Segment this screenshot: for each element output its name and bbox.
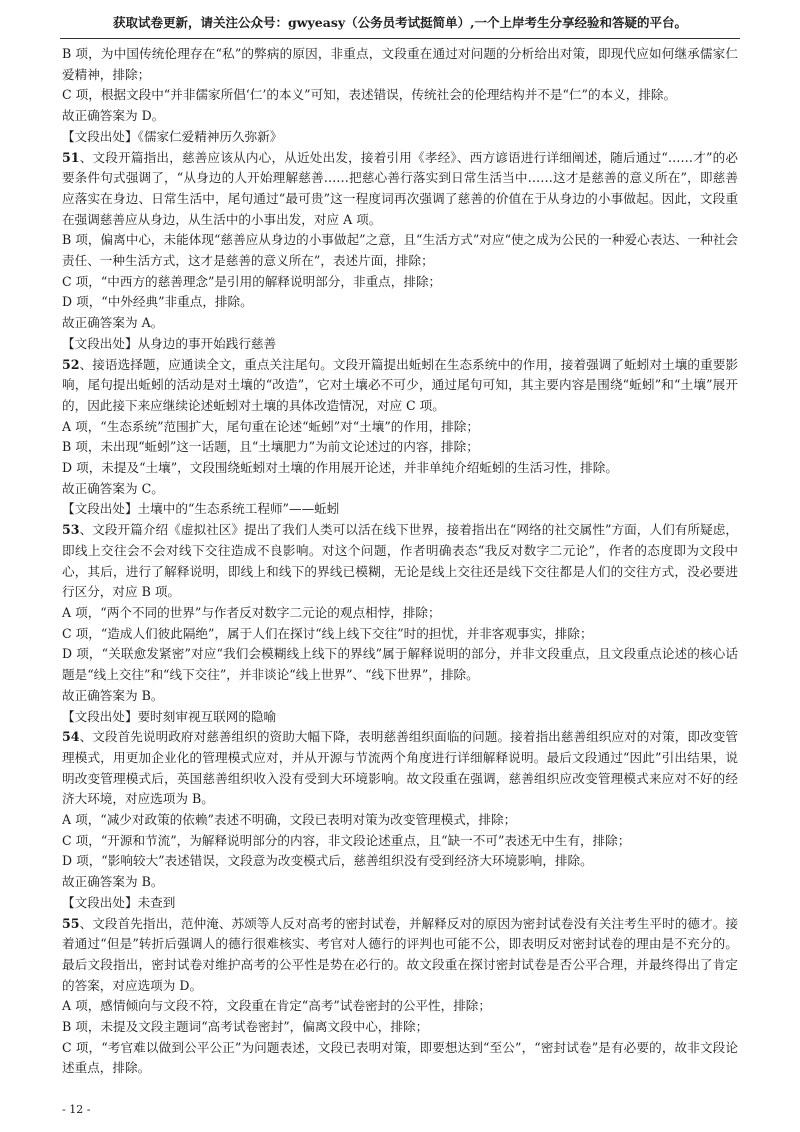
paragraph: 故正确答案为 B。: [62, 874, 164, 890]
question-explanation: [62, 914, 738, 997]
question-text: 、文段首先指出，范仲淹、苏颂等人反对高考的密封试卷，并解释反对的原因为密封试卷没有关注考生平时的德才。接着通过“但是”转折后强调人的德行很难核实、考官对人德行的评判也可能不公，即表明反对密封试卷的理由是不充分的。最后文段指出，密封试卷对维护高考的公平性是势在必行的。故文段重在探讨密封试卷是否公平合理，并最终得出了肯定的答案，对应选项为 D。: [62, 915, 738, 993]
paragraph: D 项，“关联愈发紧密”对应“我们会模糊线上线下的界线”属于解释说明的部分，并非文段重点，且文段重点论述的核心话题是“线上交往”和“线下交往”，并非谈论“线上世界”、“线下世界”，排除。: [62, 646, 738, 683]
paragraph: D 项，“中外经典”非重点，排除。: [62, 294, 253, 310]
question-text: 、文段开篇介绍《虚拟社区》提出了我们人类可以活在线下世界，接着指出在“网络的社交属性”方面，人们有所疑虑，即线上交往会不会对线下交往造成不良影响。对这个问题，作者明确表态“我反对数字二元论”，作者的态度即为文段中心，其后，进行了解释说明，即线上和线下的界线已模糊，无论是线上交往还是线下交往都是人们的交往方式，没必要进行区分，对应 B 项。: [62, 522, 738, 600]
source-line: 【文段出处】未查到: [62, 894, 176, 910]
paragraph: 故正确答案为 A。: [62, 315, 164, 331]
question-number: 52: [62, 356, 80, 372]
question-number: 54: [62, 729, 80, 745]
paragraph: B 项，为中国传统伦理存在“私”的弊病的原因，非重点，文段重在通过对问题的分析给出对策，即现代应如何继承儒家仁爱精神，排除；: [62, 46, 738, 82]
paragraph: C 项，“造成人们彼此隔绝”，属于人们在探讨“线上线下交往”时的担忧，并非客观事实，排除；: [62, 625, 593, 641]
question-number: 53: [62, 522, 80, 538]
source-line: 【文段出处】要时刻审视互联网的隐喻: [62, 708, 277, 724]
question-number: 55: [62, 915, 80, 931]
paragraph: 故正确答案为 B。: [62, 687, 164, 703]
paragraph: B 项，偏离中心，未能体现“慈善应从身边的小事做起”之意，且“生活方式”对应“使之成为公民的一种爱心表达、一种社会责任、一种生活方式，这才是慈善的意义所在”，表述片面，排除；: [62, 232, 738, 269]
question-text: 、接语选择题，应通读全文，重点关注尾句。文段开篇提出蚯蚓在生态系统中的作用，接着强调了蚯蚓对土壤的重要影响，尾句提出蚯蚓的活动是对土壤的“改造”，它对土壤必不可少，通过尾句可知，其主要内容是围绕“蚯蚓”和“土壤”展开的，因此接下来应继续论述蚯蚓对土壤的具体改造情况，对应 C 项。: [62, 356, 738, 413]
paragraph: B 项，未提及文段主题词“高考试卷密封”，偏离文段中心，排除；: [62, 1019, 429, 1035]
page-header: 获取试卷更新，请关注公众号：gwyeasy（公务员考试挺简单）,一个上岸考生分享经验和答疑的平台。: [60, 12, 740, 39]
page-number: - 12 -: [62, 1103, 91, 1116]
paragraph: D 项，未提及“土壤”，文段围绕蚯蚓对土壤的作用展开论述，并非单纯介绍蚯蚓的生活习性，排除。: [62, 460, 618, 476]
paragraph: A 项，“两个不同的世界”与作者反对数字二元论的观点相悖，排除；: [62, 604, 441, 620]
question-explanation: [62, 148, 738, 231]
paragraph: D 项，“影响较大”表述错误，文段意为改变模式后，慈善组织没有受到经济大环境影响，排除。: [62, 853, 593, 869]
paragraph: A 项，“减少对政策的依赖”表述不明确，文段已表明对策为改变管理模式，排除；: [62, 812, 517, 828]
paragraph: 故正确答案为 C。: [62, 480, 164, 496]
source-line: 【文段出处】从身边的事开始践行慈善: [62, 335, 277, 351]
paragraph: B 项，未出现“蚯蚓”这一话题，且“土壤肥力”为前文论述过的内容，排除；: [62, 439, 479, 455]
question-text: 、文段开篇指出，慈善应该从内心，从近处出发，接着引用《孝经》、西方谚语进行详细阐述，随后通过“……才”的必要条件句式强调了，“从身边的人开始理解慈善……把慈心善行落实到日常生活当中……这才是慈善的意义所在”，即慈善应落实在身边、日常生活中，尾句通过“最可贵”这一程度词再次强调了慈善的价值在于从身边的小事做起。因此，文段重在强调慈善应从身边，从生活中的小事出发，对应 A 项。: [62, 149, 738, 227]
paragraph: C 项，“考官难以做到公平公正”为问题表述，文段已表明对策，即要想达到“至公”，“密封试卷”是有必要的，故非文段论述重点，排除。: [62, 1039, 738, 1076]
paragraph: C 项，“开源和节流”，为解释说明部分的内容，非文段论述重点，且“缺一不可”表述无中生有，排除；: [62, 832, 631, 848]
question-number: 51: [62, 149, 80, 165]
paragraph: C 项，“中西方的慈善理念”是引用的解释说明部分，非重点，排除；: [62, 273, 442, 289]
question-explanation: [62, 520, 738, 603]
question-explanation: [62, 355, 738, 417]
question-text: 、文段首先说明政府对慈善组织的资助大幅下降，表明慈善组织面临的问题。接着指出慈善组织应对的对策，即改变管理模式，用更加企业化的管理模式应对，并从开源与节流两个角度进行详细解释说明。最后文段通过“因此”引出结果，说明改变管理模式后，英国慈善组织收入没有受到大环境影响。故文段重在强调，慈善组织应改变管理模式来应对不好的经济大环境，对应选项为 B。: [62, 729, 738, 807]
source-line: 【文段出处】《儒家仁爱精神历久弥新》: [62, 128, 283, 144]
source-line: 【文段出处】土壤中的“生态系统工程师”——蚯蚓: [62, 501, 340, 517]
question-explanation: [62, 727, 738, 810]
paragraph: 故正确答案为 D。: [62, 108, 165, 124]
paragraph: A 项，感情倾向与文段不符，文段重在肯定“高考”试卷密封的公平性，排除；: [62, 998, 491, 1014]
paragraph: C 项，根据文段中“并非儒家所倡‘仁’的本义”可知，表述错误，传统社会的伦理结构并不是“仁”的本义，排除。: [62, 87, 677, 103]
paragraph: A 项，“生态系统”范围扩大，尾句重在论述“蚯蚓”对“土壤”的作用，排除；: [62, 418, 479, 434]
document-body: [62, 44, 738, 1094]
